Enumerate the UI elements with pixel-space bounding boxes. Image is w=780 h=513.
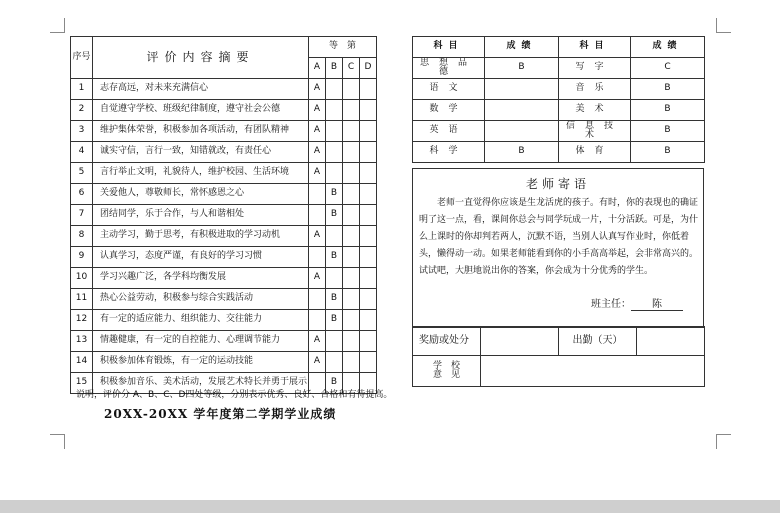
- row-number: 15: [71, 373, 93, 394]
- comment-title: 老师寄语: [525, 177, 590, 191]
- table-row: [71, 352, 377, 373]
- crop-mark-bottom-left: [50, 434, 65, 449]
- grade-cell-a: A: [309, 268, 326, 289]
- table-row: [71, 247, 377, 268]
- subject-name: 数学: [413, 100, 485, 121]
- grade-cell-b: [326, 352, 343, 373]
- grade-cell-b: B: [326, 184, 343, 205]
- table-row: [413, 142, 705, 163]
- attendance-label: 出勤（天）: [559, 327, 637, 356]
- grade-cell-d: [360, 226, 377, 247]
- grade-cell-b: [326, 142, 343, 163]
- grade-cell-b: B: [326, 373, 343, 394]
- grade-cell-a: [309, 310, 326, 331]
- grade-cell-a: A: [309, 352, 326, 373]
- grade-col-header: C: [343, 58, 360, 79]
- subject-grade: B: [631, 121, 705, 142]
- subject-grade: B: [485, 58, 559, 79]
- grade-cell-c: [343, 289, 360, 310]
- row-description: 维护集体荣誉，积极参加各项活动，有团队精神: [93, 121, 309, 142]
- grade-cell-d: [360, 142, 377, 163]
- header-level: 等 第: [309, 37, 377, 58]
- table-row: [71, 205, 377, 226]
- grade-cell-c: [343, 184, 360, 205]
- row-number: 8: [71, 226, 93, 247]
- grade-cell-c: [343, 79, 360, 100]
- table-row: [71, 226, 377, 247]
- grade-col-header: A: [309, 58, 326, 79]
- page-shadow: [0, 500, 780, 513]
- table-row: [71, 310, 377, 331]
- grade-cell-a: A: [309, 163, 326, 184]
- subject-name: 美术: [559, 100, 631, 121]
- grade-cell-c: [343, 142, 360, 163]
- table-row: [71, 142, 377, 163]
- grade-cell-a: [309, 289, 326, 310]
- subject-grade: B: [631, 79, 705, 100]
- grade-cell-a: A: [309, 121, 326, 142]
- subject-grade: B: [631, 142, 705, 163]
- subject-grade: [485, 79, 559, 100]
- row-description: 言行举止文明，礼貌待人，维护校园、生活环境: [93, 163, 309, 184]
- row-description: 关爱他人，尊敬师长，常怀感恩之心: [93, 184, 309, 205]
- row-description: 有一定的适应能力、组织能力、交往能力: [93, 310, 309, 331]
- grade-cell-d: [360, 247, 377, 268]
- evaluation-table: [70, 36, 377, 394]
- table-row: [413, 121, 705, 142]
- grade-cell-c: [343, 205, 360, 226]
- subject-grade: [485, 100, 559, 121]
- table-row: [71, 289, 377, 310]
- grades-header: 科目: [413, 37, 485, 58]
- table-row: [71, 331, 377, 352]
- grade-col-header: B: [326, 58, 343, 79]
- records-table: [412, 326, 705, 387]
- grade-cell-d: [360, 268, 377, 289]
- row-number: 1: [71, 79, 93, 100]
- row-description: 志存高远，对未来充满信心: [93, 79, 309, 100]
- row-number: 10: [71, 268, 93, 289]
- grade-cell-a: A: [309, 142, 326, 163]
- row-number: 9: [71, 247, 93, 268]
- table-row: [71, 79, 377, 100]
- reward-value: [481, 327, 559, 356]
- grade-cell-c: [343, 163, 360, 184]
- grade-cell-c: [343, 226, 360, 247]
- grade-cell-d: [360, 121, 377, 142]
- grade-cell-c: [343, 268, 360, 289]
- row-number: 6: [71, 184, 93, 205]
- grades-header: 成绩: [485, 37, 559, 58]
- grade-cell-b: [326, 268, 343, 289]
- subject-name: 语文: [413, 79, 485, 100]
- row-number: 7: [71, 205, 93, 226]
- grade-cell-c: [343, 100, 360, 121]
- grade-cell-a: A: [309, 100, 326, 121]
- grade-cell-b: [326, 121, 343, 142]
- grade-cell-c: [343, 121, 360, 142]
- evaluation-note: 说明，评价分 A、B、C、D四处等级，分别表示优秀、良好、合格和有待提高。: [76, 390, 393, 400]
- grade-cell-d: [360, 184, 377, 205]
- grade-cell-d: [360, 331, 377, 352]
- row-number: 2: [71, 100, 93, 121]
- grade-cell-a: [309, 247, 326, 268]
- table-row: [71, 121, 377, 142]
- row-description: 学习兴趣广泛，各学科均衡发展: [93, 268, 309, 289]
- grade-col-header: D: [360, 58, 377, 79]
- row-description: 主动学习，勤于思考，有积极进取的学习动机: [93, 226, 309, 247]
- row-number: 11: [71, 289, 93, 310]
- grade-cell-a: A: [309, 331, 326, 352]
- grade-cell-a: [309, 184, 326, 205]
- table-row: [413, 100, 705, 121]
- subject-name: 科学: [413, 142, 485, 163]
- grade-cell-d: [360, 205, 377, 226]
- report-title: 20XX-20XX 学年度第二学期学业成绩: [104, 407, 337, 421]
- grade-cell-b: B: [326, 247, 343, 268]
- subject-grade: [485, 121, 559, 142]
- row-number: 5: [71, 163, 93, 184]
- grade-cell-d: [360, 100, 377, 121]
- subject-name: 写字: [559, 58, 631, 79]
- grade-cell-d: [360, 79, 377, 100]
- crop-mark-top-left: [50, 18, 65, 33]
- subject-name: 思想品德: [413, 58, 485, 79]
- grades-header: 成绩: [631, 37, 705, 58]
- grade-cell-d: [360, 163, 377, 184]
- signature-line: [591, 295, 683, 311]
- grades-table: [412, 36, 705, 163]
- row-description: 积极参加体育锻炼，有一定的运动技能: [93, 352, 309, 373]
- subject-name: 体育: [559, 142, 631, 163]
- row-number: 13: [71, 331, 93, 352]
- subject-name: 英语: [413, 121, 485, 142]
- row-description: 诚实守信，言行一致，知错就改，有责任心: [93, 142, 309, 163]
- grade-cell-a: A: [309, 226, 326, 247]
- grade-cell-d: [360, 352, 377, 373]
- header-num: 序号: [71, 37, 93, 79]
- row-number: 12: [71, 310, 93, 331]
- attendance-value: [637, 327, 705, 356]
- table-row: [71, 268, 377, 289]
- table-row: [71, 100, 377, 121]
- crop-mark-top-right: [716, 18, 731, 33]
- grade-cell-b: B: [326, 205, 343, 226]
- grade-cell-c: [343, 310, 360, 331]
- teacher-comment-box: [412, 168, 704, 328]
- crop-mark-bottom-right: [716, 434, 731, 449]
- grade-cell-b: [326, 226, 343, 247]
- row-description: 积极参加音乐、美术活动，发展艺术特长并勇于展示: [93, 373, 309, 394]
- subject-grade: B: [631, 100, 705, 121]
- subject-name: 音乐: [559, 79, 631, 100]
- comment-body: 老师一直觉得你应该是生龙活虎的孩子。有时，你的表现也的确证明了这一点，看，课间你总会与同学玩成一片，十分活跃。可是，为什么上课时的你却判若两人，沉默不语，当别人认真写作业时，你低着头，懒得动一动。如果老师能看到你的小手高高举起，会非常高兴的。试试吧，大胆地说出你的答案，你会成为十分优秀的学生。: [419, 198, 699, 276]
- school-opinion-value: [481, 356, 705, 387]
- grade-cell-c: [343, 247, 360, 268]
- header-content: 评价内容摘要: [93, 37, 309, 79]
- subject-grade: B: [485, 142, 559, 163]
- table-row: [413, 79, 705, 100]
- table-row: [71, 184, 377, 205]
- row-description: 团结同学，乐于合作，与人和谐相处: [93, 205, 309, 226]
- grade-cell-c: [343, 352, 360, 373]
- subject-name: 信息技术: [559, 121, 631, 142]
- reward-label: 奖励或处分: [413, 327, 481, 356]
- grade-cell-b: [326, 163, 343, 184]
- row-description: 认真学习，态度严谨，有良好的学习习惯: [93, 247, 309, 268]
- grade-cell-b: [326, 79, 343, 100]
- grade-cell-a: [309, 205, 326, 226]
- grade-cell-b: [326, 331, 343, 352]
- grades-header: 科目: [559, 37, 631, 58]
- grade-cell-b: [326, 100, 343, 121]
- row-description: 自觉遵守学校、班级纪律制度，遵守社会公德: [93, 100, 309, 121]
- grade-cell-a: A: [309, 79, 326, 100]
- row-number: 4: [71, 142, 93, 163]
- grade-cell-b: B: [326, 289, 343, 310]
- signer-name: 陈: [631, 295, 683, 311]
- row-description: 热心公益劳动，积极参与综合实践活动: [93, 289, 309, 310]
- grade-cell-d: [360, 289, 377, 310]
- table-row: [71, 163, 377, 184]
- row-number: 3: [71, 121, 93, 142]
- signer-label: 班主任：: [591, 299, 631, 310]
- grade-cell-b: B: [326, 310, 343, 331]
- table-row: [413, 58, 705, 79]
- grade-cell-d: [360, 310, 377, 331]
- row-number: 14: [71, 352, 93, 373]
- subject-grade: C: [631, 58, 705, 79]
- school-opinion-label: 学 校 意 见: [413, 356, 481, 387]
- grade-cell-c: [343, 331, 360, 352]
- row-description: 情趣健康，有一定的自控能力、心理调节能力: [93, 331, 309, 352]
